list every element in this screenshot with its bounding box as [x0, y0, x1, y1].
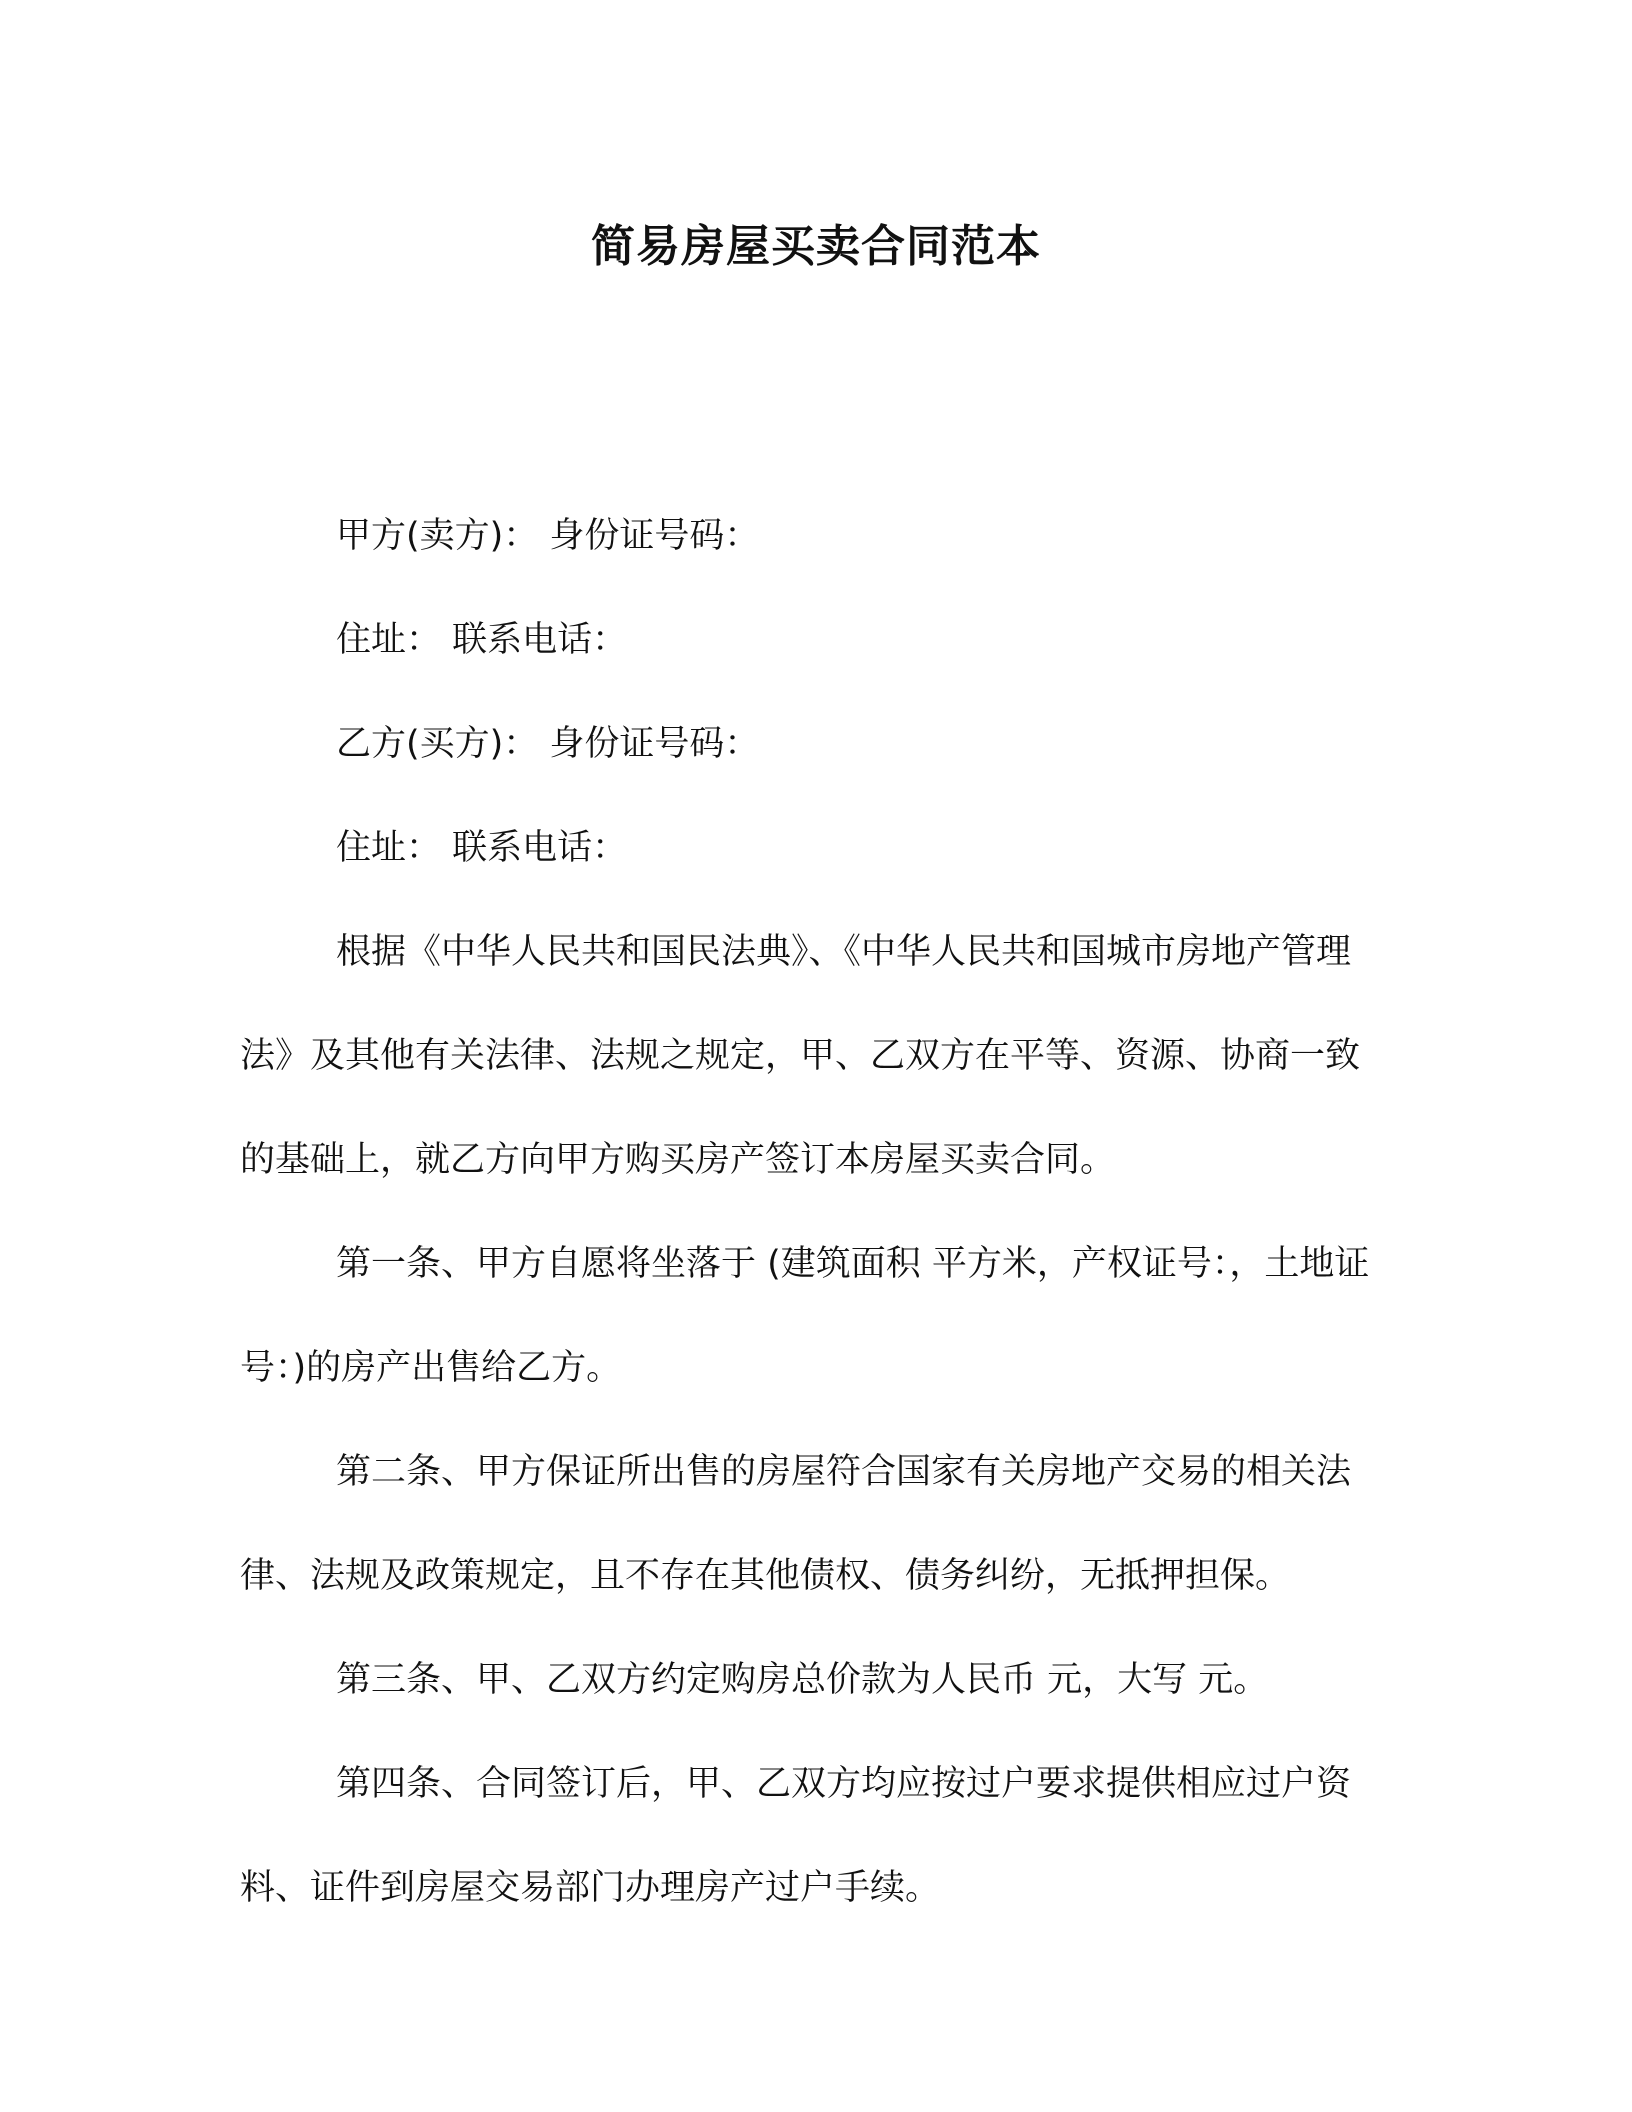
seller-identity-line: 甲方(卖方)： 身份证号码：	[336, 516, 760, 556]
contract-preamble: 根据《中华人民共和国民法典》、《中华人民共和国城市房地产管理法》及其他有关法律、法规之规定，甲、乙双方在平等、资源、协商一致的基础上，就乙方向甲方购买房产签订本房屋买卖合同。	[240, 932, 1361, 1180]
document-body	[240, 484, 1380, 1940]
article-2: 第二条、甲方保证所出售的房屋符合国家有关房地产交易的相关法律、法规及政策规定，且不存在其他债权、债务纠纷，无抵押担保。	[240, 1452, 1352, 1596]
buyer-identity-line: 乙方(买方)： 身份证号码：	[336, 724, 760, 764]
buyer-address-line: 住址： 联系电话：	[336, 828, 628, 868]
document-title: 简易房屋买卖合同范本	[591, 221, 1041, 272]
seller-address-line: 住址： 联系电话：	[336, 620, 628, 660]
article-4: 第四条、合同签订后，甲、乙双方均应按过户要求提供相应过户资料、证件到房屋交易部门办理房产过户手续。	[240, 1764, 1352, 1908]
article-3: 第三条、甲、乙双方约定购房总价款为人民币 元，大写 元。	[336, 1660, 1269, 1700]
article-1: 第一条、甲方自愿将坐落于 (建筑面积 平方米，产权证号：，土地证号：)的房产出售给乙方。	[240, 1244, 1370, 1388]
